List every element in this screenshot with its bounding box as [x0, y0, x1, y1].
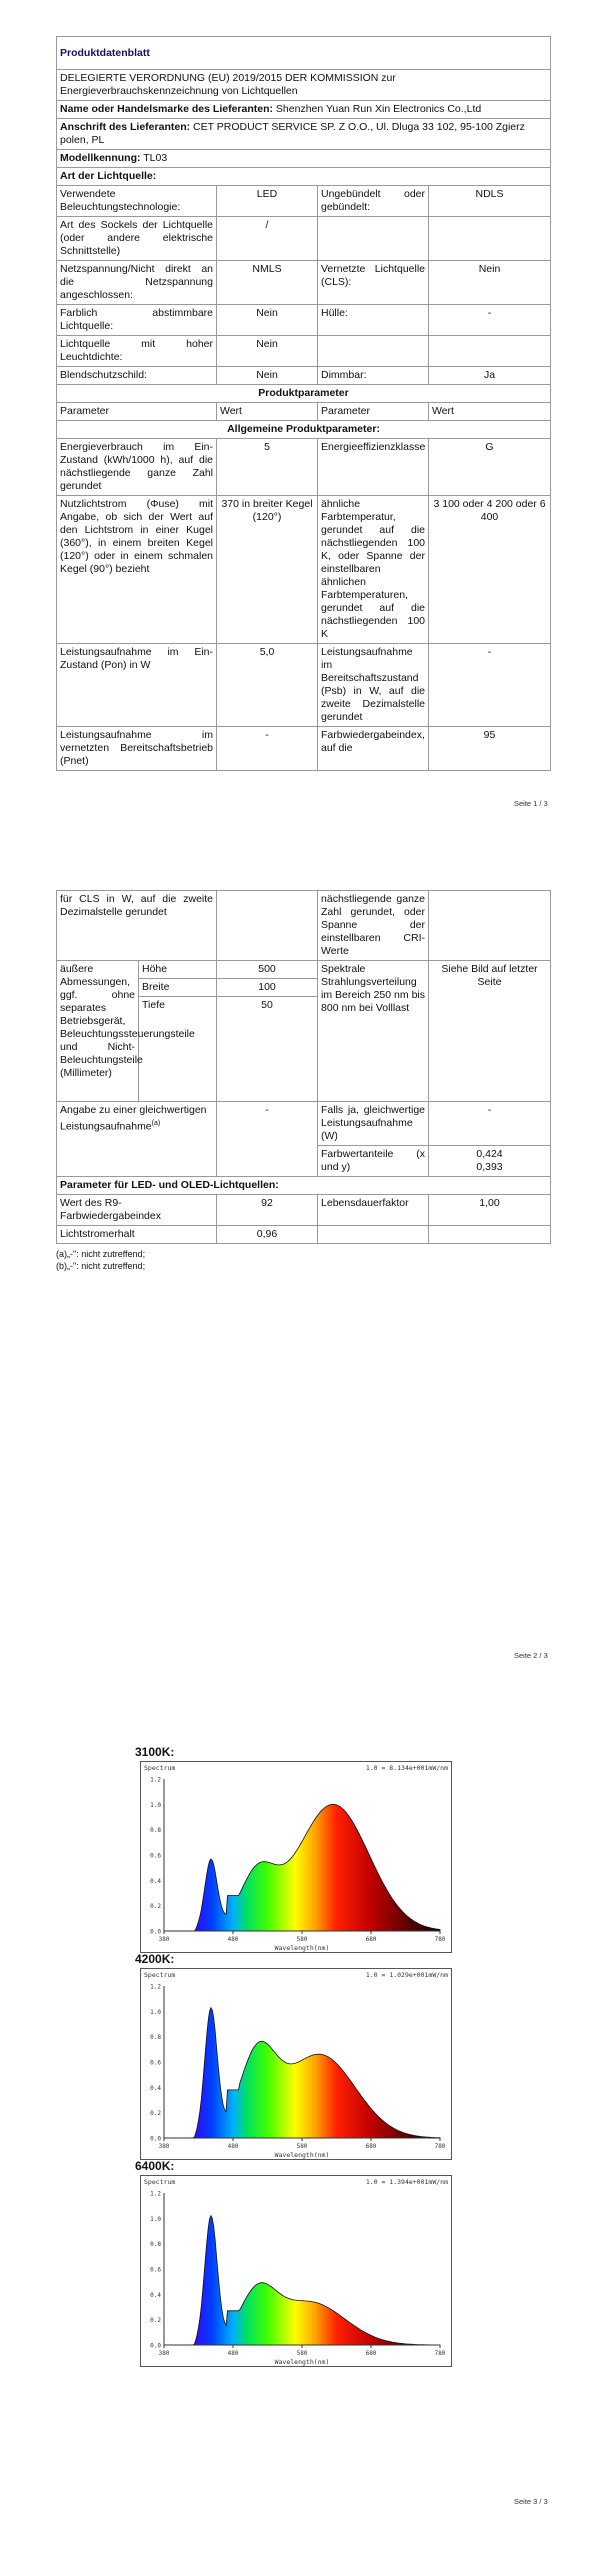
address-row	[57, 119, 551, 150]
column-header: Parameter	[318, 403, 429, 421]
equivalent-watt-value: -	[429, 1102, 551, 1146]
spectrum-scale: 1.0 = 1.029e+001mW/nm	[365, 1971, 448, 1979]
x-axis-label: Wavelength(nm)	[274, 1944, 330, 1952]
row-label: Blendschutzschild:	[57, 367, 217, 385]
column-header: Wert	[217, 403, 318, 421]
x-tick-label: 680	[365, 2143, 377, 2150]
y-tick-label: 0.6	[150, 1852, 161, 1860]
row-label: Ungebündelt oder gebündelt:	[318, 186, 429, 217]
row-label	[318, 217, 429, 261]
table-row	[57, 186, 551, 217]
table-row	[57, 891, 551, 961]
y-tick-label: 0.8	[150, 2241, 161, 2249]
row-value: -	[429, 644, 551, 727]
column-header-row	[57, 403, 551, 421]
row-label: Farbwiedergabeindex, auf die	[318, 727, 429, 771]
y-tick-label: 1.2	[150, 2190, 161, 2198]
table-row	[57, 1102, 551, 1146]
x-tick-label: 680	[365, 2350, 377, 2357]
chromaticity-label: Farbwertanteile (x und y)	[318, 1146, 429, 1177]
spectrum-label: Spectrum	[144, 2178, 176, 2186]
row-value: Nein	[217, 367, 318, 385]
row-label: Nutzlichtstrom (Φuse) mit Angabe, ob sich der Wert auf den Lichtstrom in einer Kugel (360°), in einem breiten Kegel (120°) oder in einem schmalen Kegel (90°) bezieht	[57, 496, 217, 644]
row-label: ähnliche Farbtemperatur, gerundet auf die nächstliegenden 100 K, oder Spanne der einstellbaren ähnlichen Farbtemperaturen, gerundet auf die nächstliegenden 100 K	[318, 496, 429, 644]
y-tick-label: 0.0	[150, 2342, 161, 2350]
y-tick-label: 0.2	[150, 2110, 161, 2118]
spectrum-title: 3100K:	[135, 1745, 175, 1759]
row-value: 5	[217, 439, 318, 496]
table-row	[57, 336, 551, 367]
row-value: -	[429, 305, 551, 336]
page-1	[56, 36, 550, 771]
supplier-label: Name oder Handelsmarke des Lieferanten:	[60, 103, 273, 115]
footnote-a: (a)„-": nicht zutreffend;	[56, 1249, 146, 1259]
model-label: Modellkennung:	[60, 152, 141, 164]
lifetime-value: 1,00	[429, 1195, 551, 1226]
row-label: Energieeffizienzklasse	[318, 439, 429, 496]
dimension-value: 100	[217, 979, 318, 997]
table-row	[57, 496, 551, 644]
x-tick-label: 680	[365, 1936, 377, 1943]
row-label: Netzspannung/Nicht direkt an die Netzspannung angeschlossen:	[57, 261, 217, 305]
row-value: 95	[429, 727, 551, 771]
table-row	[57, 439, 551, 496]
row-label: Dimmbar:	[318, 367, 429, 385]
row-value: 5,0	[217, 644, 318, 727]
supplier-row	[57, 101, 551, 119]
dimension-name: Höhe	[139, 961, 217, 979]
spectrum-svg	[140, 1761, 452, 1953]
row-value	[429, 336, 551, 367]
row-label: Lichtquelle mit hoher Leuchtdichte:	[57, 336, 217, 367]
page-title: Produktdatenblatt	[57, 37, 551, 70]
y-tick-label: 1.0	[150, 1801, 161, 1809]
page-number: Seite 2 / 3	[514, 1651, 548, 1660]
r9-value: 92	[217, 1195, 318, 1226]
y-tick-label: 0.4	[150, 1877, 161, 1885]
row-value: G	[429, 439, 551, 496]
row-label: Vernetzte Lichtquelle (CLS):	[318, 261, 429, 305]
row-value: Nein	[217, 336, 318, 367]
y-tick-label: 0.0	[150, 1928, 161, 1936]
row-label: Leistungsaufnahme im vernetzten Bereitschaftsbetrieb (Pnet)	[57, 727, 217, 771]
table-row	[57, 217, 551, 261]
page-number: Seite 1 / 3	[514, 799, 548, 808]
row-value: -	[217, 727, 318, 771]
spectrum-label: Spectrum	[144, 1971, 176, 1979]
equivalent-power-label: Angabe zu einer gleichwertigen Leistungsaufnahme$^{(a)}$	[57, 1102, 217, 1177]
row-label: Energieverbrauch im Ein-Zustand (kWh/1000 h), auf die nächstliegende ganze Zahl gerundet	[57, 439, 217, 496]
row-value: 3 100 oder 4 200 oder 6 400	[429, 496, 551, 644]
row-value: Nein	[217, 305, 318, 336]
row-label: nächstliegende ganze Zahl gerundet, oder Spanne der einstellbaren CRI-Werte	[318, 891, 429, 961]
y-tick-label: 0.6	[150, 2059, 161, 2067]
address-value: CET PRODUCT SERVICE SP. Z O.O., Ul. Dluga 33 102, 95-100 Zgierz polen, PL	[60, 121, 525, 146]
y-tick-label: 1.2	[150, 1776, 161, 1784]
table-row	[57, 961, 551, 979]
spectral-value: Siehe Bild auf letzter Seite	[429, 961, 551, 1102]
row-value: /	[217, 217, 318, 261]
x-tick-label: 580	[296, 2350, 308, 2357]
dimensions-label: äußere Abmessungen, ggf. ohne separates Betriebsgerät, Beleuchtungssteuerungsteile und Nicht-Beleuchtungsteile (Millimeter)	[57, 961, 139, 1102]
row-value	[429, 217, 551, 261]
row-label: Farblich abstimmbare Lichtquelle:	[57, 305, 217, 336]
maintenance-label: Lichtstromerhalt	[57, 1226, 217, 1244]
dimension-value: 500	[217, 961, 318, 979]
spectrum-scale: 1.0 = 8.134e+001mW/nm	[365, 1764, 448, 1772]
dimension-name: Tiefe	[139, 997, 217, 1102]
table-row	[57, 367, 551, 385]
table-row	[57, 305, 551, 336]
y-tick-label: 1.0	[150, 2008, 161, 2016]
equivalent-power-value: -	[217, 1102, 318, 1177]
dimension-value: 50	[217, 997, 318, 1102]
spectrum-chart	[140, 2175, 452, 2367]
r9-label: Wert des R9-Farbwiedergabeindex	[57, 1195, 217, 1226]
general-params-heading: Allgemeine Produktparameter:	[57, 421, 551, 439]
row-label: Leistungsaufnahme im Ein-Zustand (Pon) in W	[57, 644, 217, 727]
table-row	[57, 727, 551, 771]
dimension-name: Breite	[139, 979, 217, 997]
x-tick-label: 380	[158, 2350, 170, 2357]
address-label: Anschrift des Lieferanten:	[60, 121, 191, 133]
regulation-text: DELEGIERTE VERORDNUNG (EU) 2019/2015 DER KOMMISSION zur Energieverbrauchskennzeichnung von Lichtquellen	[57, 70, 551, 101]
row-value: NDLS	[429, 186, 551, 217]
model-value: TL03	[143, 152, 168, 164]
x-axis-label: Wavelength(nm)	[274, 2358, 330, 2366]
row-value: 370 in breiter Kegel (120°)	[217, 496, 318, 644]
y-tick-label: 0.6	[150, 2266, 161, 2274]
supplier-value: Shenzhen Yuan Run Xin Electronics Co.,Ltd	[275, 103, 482, 115]
x-tick-label: 380	[158, 2143, 170, 2150]
y-tick-label: 0.4	[150, 2291, 161, 2299]
equivalent-watt-label: Falls ja, gleichwertige Leistungsaufnahme (W)	[318, 1102, 429, 1146]
x-tick-label: 780	[434, 1936, 446, 1943]
y-tick-label: 0.4	[150, 2084, 161, 2092]
spectrum-svg	[140, 1968, 452, 2160]
x-axis-label: Wavelength(nm)	[274, 2151, 330, 2159]
row-value: NMLS	[217, 261, 318, 305]
table-row	[57, 644, 551, 727]
page-2	[56, 890, 550, 1272]
spectral-label: Spektrale Strahlungsverteilung im Bereich 250 nm bis 800 nm bei Volllast	[318, 961, 429, 1102]
footnote-b: (b)„-": nicht zutreffend;	[56, 1261, 146, 1271]
row-label: Verwendete Beleuchtungstechnologie:	[57, 186, 217, 217]
x-tick-label: 780	[434, 2350, 446, 2357]
row-value: Ja	[429, 367, 551, 385]
y-tick-label: 0.8	[150, 1827, 161, 1835]
datasheet-table-page-1	[56, 36, 551, 771]
light-source-type-heading: Art der Lichtquelle:	[57, 168, 551, 186]
table-row	[57, 261, 551, 305]
chromaticity-value	[429, 1146, 551, 1177]
x-tick-label: 580	[296, 2143, 308, 2150]
row-label: Art des Sockels der Lichtquelle (oder andere elektrische Schnittstelle)	[57, 217, 217, 261]
x-tick-label: 780	[434, 2143, 446, 2150]
lifetime-label: Lebensdauerfaktor	[318, 1195, 429, 1226]
datasheet-table-page-2	[56, 890, 551, 1244]
spectrum-chart	[140, 1968, 452, 2160]
x-tick-label: 480	[227, 2143, 239, 2150]
row-label: Hülle:	[318, 305, 429, 336]
y-tick-label: 0.2	[150, 2317, 161, 2325]
table-row	[57, 1226, 551, 1244]
spectrum-chart	[140, 1761, 452, 1953]
y-tick-label: 1.2	[150, 1983, 161, 1991]
row-label: Leistungsaufnahme im Bereitschaftszustand (Psb) in W, auf die zweite Dezimalstelle gerundet	[318, 644, 429, 727]
y-tick-label: 0.0	[150, 2135, 161, 2143]
column-header: Wert	[429, 403, 551, 421]
maintenance-value: 0,96	[217, 1226, 318, 1244]
x-tick-label: 480	[227, 1936, 239, 1943]
chromaticity-y: 0,393	[476, 1161, 503, 1173]
row-value: Nein	[429, 261, 551, 305]
led-params-heading: Parameter für LED- und OLED-Lichtquellen:	[57, 1177, 551, 1195]
page-number: Seite 3 / 3	[514, 2497, 548, 2506]
y-tick-label: 0.8	[150, 2034, 161, 2042]
product-params-heading: Produktparameter	[57, 385, 551, 403]
y-tick-label: 0.2	[150, 1903, 161, 1911]
x-tick-label: 580	[296, 1936, 308, 1943]
y-tick-label: 1.0	[150, 2215, 161, 2223]
row-value: LED	[217, 186, 318, 217]
model-row	[57, 150, 551, 168]
spectrum-title: 6400K:	[135, 2159, 175, 2173]
spectrum-svg	[140, 2175, 452, 2367]
spectrum-label: Spectrum	[144, 1764, 176, 1772]
column-header: Parameter	[57, 403, 217, 421]
x-tick-label: 380	[158, 1936, 170, 1943]
spectrum-title: 4200K:	[135, 1952, 175, 1966]
row-label	[318, 336, 429, 367]
row-label: für CLS in W, auf die zweite Dezimalstelle gerundet	[57, 891, 217, 961]
spectrum-scale: 1.0 = 1.394e+001mW/nm	[365, 2178, 448, 2186]
table-row	[57, 1195, 551, 1226]
chromaticity-x: 0,424	[476, 1148, 503, 1160]
x-tick-label: 480	[227, 2350, 239, 2357]
